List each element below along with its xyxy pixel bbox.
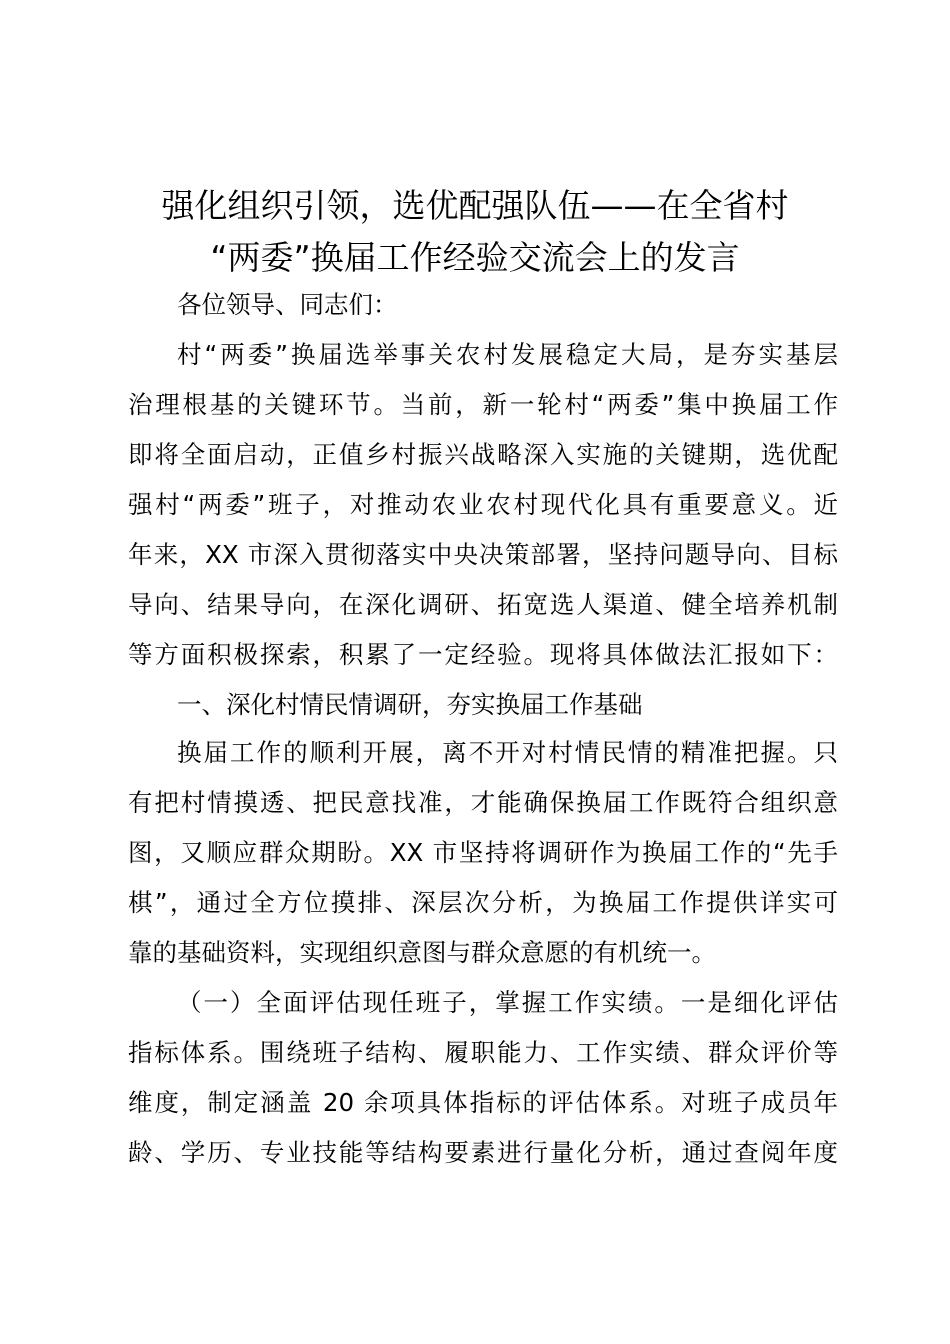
paragraph-line: 年来，XX 市深入贯彻落实中央决策部署，坚持问题导向、目标 — [128, 540, 838, 569]
section-heading: 一、深化村情民情调研，夯实换届工作基础 — [177, 690, 643, 719]
paragraph-line: 治理根基的关键环节。当前，新一轮村“两委”集中换届工作 — [128, 390, 838, 419]
paragraph-line: 有把村情摸透、把民意找准，才能确保换届工作既符合组织意 — [128, 788, 838, 817]
paragraph-line: 图，又顺应群众期盼。XX 市坚持将调研作为换届工作的“先手 — [128, 838, 838, 867]
paragraph-line: 换届工作的顺利开展，离不开对村情民情的精准把握。只 — [177, 738, 838, 767]
paragraph-line: （一）全面评估现任班子，掌握工作实绩。一是细化评估 — [177, 988, 838, 1017]
paragraph-line: 靠的基础资料，实现组织意图与群众意愿的有机统一。 — [128, 938, 716, 967]
paragraph-line: 即将全面启动，正值乡村振兴战略深入实施的关键期，选优配 — [128, 440, 838, 469]
paragraph-line: 强村“两委”班子，对推动农业农村现代化具有重要意义。近 — [128, 490, 838, 519]
paragraph-line: 龄、学历、专业技能等结构要素进行量化分析，通过查阅年度 — [128, 1138, 838, 1167]
paragraph-line: 指标体系。围绕班子结构、履职能力、工作实绩、群众评价等 — [128, 1038, 838, 1067]
paragraph-line: 导向、结果导向，在深化调研、拓宽选人渠道、健全培养机制 — [128, 590, 838, 619]
document-title-line-2: “两委”换届工作经验交流会上的发言 — [210, 238, 740, 277]
paragraph-line: 村“两委”换届选举事关农村发展稳定大局，是夯实基层 — [177, 340, 838, 369]
salutation: 各位领导、同志们： — [177, 290, 398, 319]
paragraph-line: 维度，制定涵盖 20 余项具体指标的评估体系。对班子成员年 — [128, 1088, 838, 1117]
paragraph-line: 等方面积极探索，积累了一定经验。现将具体做法汇报如下： — [128, 640, 838, 669]
paragraph-line: 棋”，通过全方位摸排、深层次分析，为换届工作提供详实可 — [128, 888, 838, 917]
document-title-line-1: 强化组织引领，选优配强队伍——在全省村 — [161, 186, 789, 225]
